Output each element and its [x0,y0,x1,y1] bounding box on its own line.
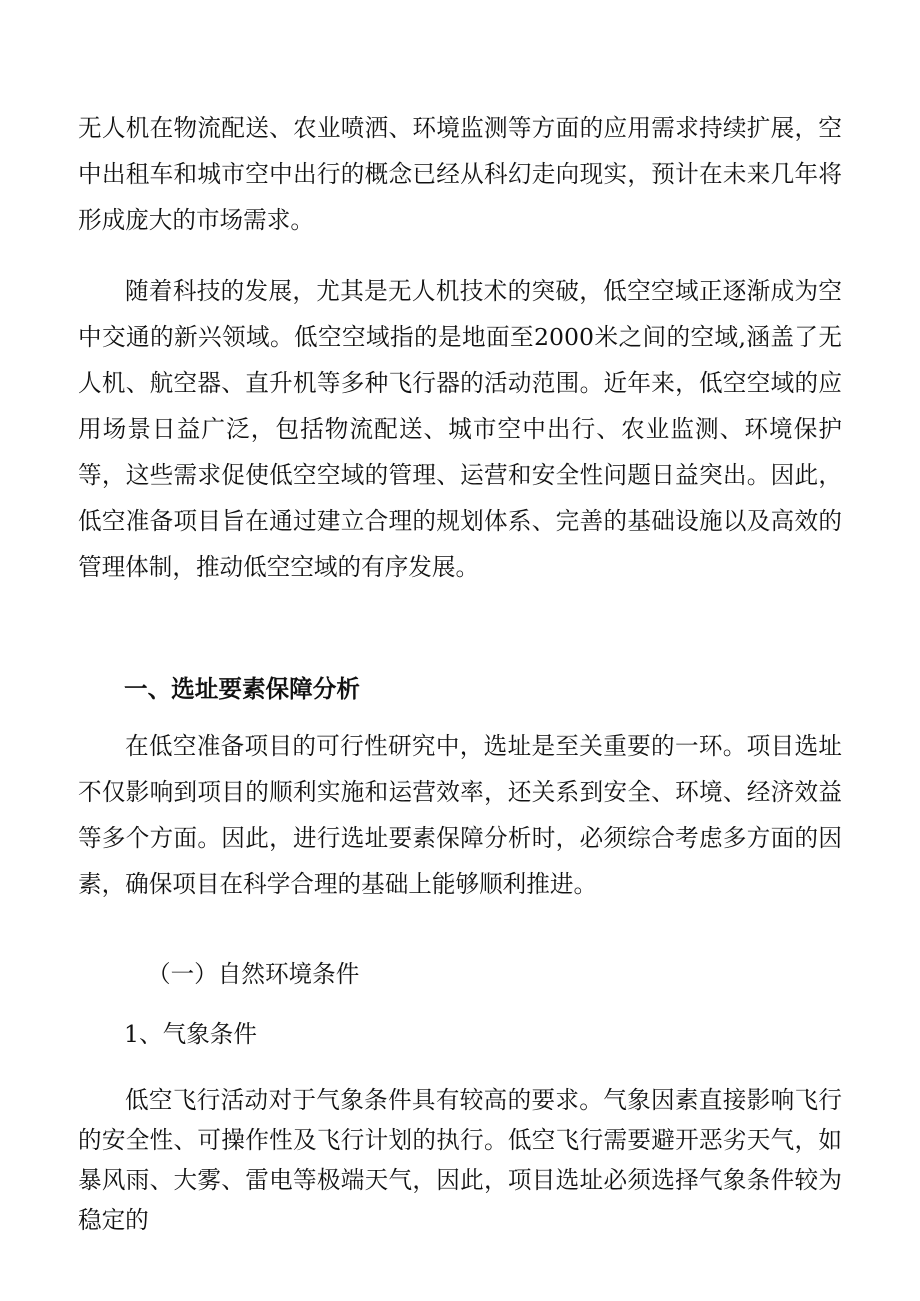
subsection-heading-weather-conditions: 1、气象条件 [124,1020,257,1048]
section-heading-site-selection: 一、选址要素保障分析 [124,675,360,703]
paragraph-drone-demand: 无人机在物流配送、农业喷洒、环境监测等方面的应用需求持续扩展，空中出租车和城市空中出行的概念已经从科幻走向现实，预计在未来几年将形成庞大的市场需求。 [78,114,842,234]
paragraph-weather-requirements: 低空飞行活动对于气象条件具有较高的要求。气象因素直接影响飞行的安全性、可操作性及飞行计划的执行。低空飞行需要避开恶劣天气，如暴风雨、大雾、雷电等极端天气，因此，项目选址必须选择气象条件较为稳定的 [78,1086,842,1234]
paragraph-low-altitude-airspace: 随着科技的发展，尤其是无人机技术的突破，低空空域正逐渐成为空中交通的新兴领域。低空空域指的是地面至2000米之间的空域,涵盖了无人机、航空器、直升机等多种飞行器的活动范围。近年来，低空空域的应用场景日益广泛，包括物流配送、城市空中出行、农业监测、环境保护等，这些需求促使低空空域的管理、运营和安全性问题日益突出。因此，低空准备项目旨在通过建立合理的规划体系、完善的基础设施以及高效的管理体制，推动低空空域的有序发展。 [78,277,842,581]
subsection-heading-natural-environment: （一）自然环境条件 [147,960,360,988]
paragraph-site-selection-importance: 在低空准备项目的可行性研究中，选址是至关重要的一环。项目选址不仅影响到项目的顺利实施和运营效率，还关系到安全、环境、经济效益等多个方面。因此，进行选址要素保障分析时，必须综合考虑多方面的因素，确保项目在科学合理的基础上能够顺利推进。 [78,732,842,898]
